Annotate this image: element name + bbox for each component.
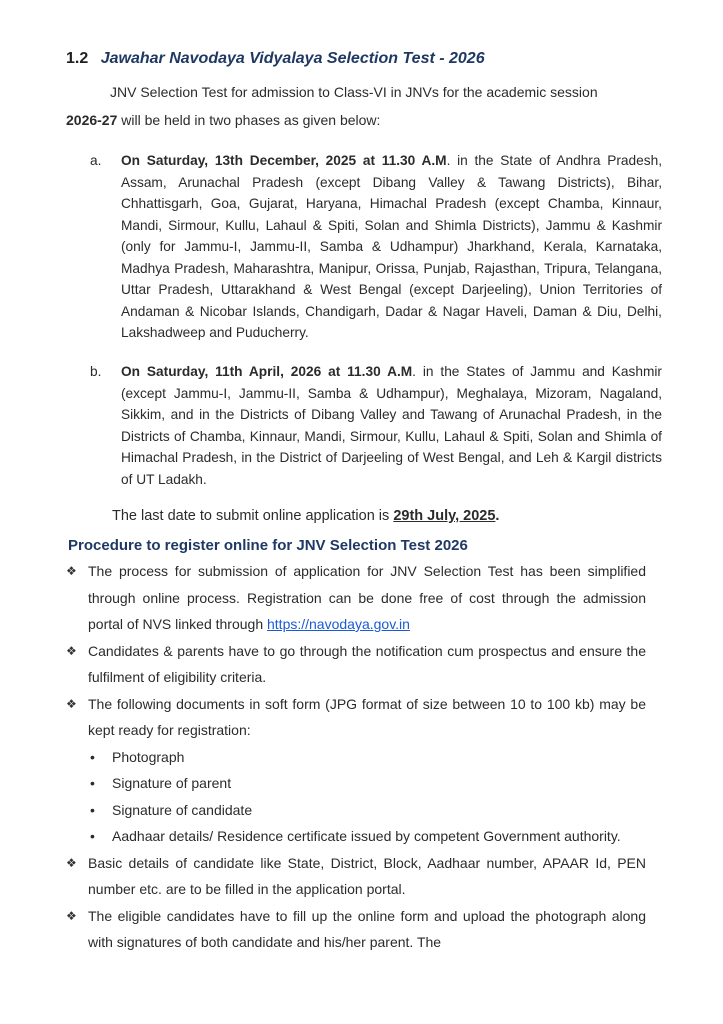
phase-text: . in the State of Andhra Pradesh, Assam, Arunachal Pradesh (except Dibang Valley & Tawang Districts), Bihar, Chhattisgarh, Goa, Gujarat, Haryana, Himachal Pradesh (except Chamba, Kinnaur, Mandi, Sirmour, Kullu, Lahaul & Spiti, Solan and Shimla Districts), Jammu & Kashmir (only for Jammu-I, Jammu-II, Samba & Udhampur) Jharkhand, Kerala, Karnataka, Madhya Pradesh, Maharashtra, Manipur, Orissa, Punjab, Rajasthan, Tripura, Telangana, Uttar Pradesh, Uttarakhand & West Bengal (except Darjeeling), Union Territories of Andaman & Nicobar Islands, Chandigarh, Dadar & Nagar Haveli, Daman & Diu, Delhi, Lakshadweep and Puducherry.: [121, 153, 662, 340]
phase-item-b: [90, 361, 662, 490]
last-date-value: 29th July, 2025: [393, 508, 496, 524]
section-title: Jawahar Navodaya Vidyalaya Selection Test - 2026: [100, 50, 485, 67]
intro-line-1: JNV Selection Test for admission to Class-VI in JNVs for the academic session: [110, 84, 598, 100]
section-number: 1.2: [66, 50, 89, 67]
nvs-portal-link[interactable]: https://navodaya.gov.in: [267, 616, 410, 632]
procedure-item-text: Basic details of candidate like State, District, Block, Aadhaar number, APAAR Id, PEN number etc. are to be filled in the application portal.: [88, 854, 646, 897]
diamond-bullet-icon: ❖: [66, 855, 77, 870]
phase-item-a: [90, 150, 662, 344]
procedure-item-text: The eligible candidates have to fill up the online form and upload the photograph along with signatures of both candidate and his/her parent. The: [88, 907, 646, 950]
procedure-item: [66, 558, 646, 638]
intro-line-2: [66, 108, 380, 132]
phase-marker: a.: [90, 153, 102, 168]
dot-bullet-icon: •: [90, 748, 95, 765]
procedure-item-text: Candidates & parents have to go through the notification cum prospectus and ensure the fulfilment of eligibility criteria.: [88, 642, 646, 685]
last-date-line: [112, 508, 499, 524]
document-item-text: Signature of parent: [112, 775, 232, 791]
phase-text: . in the States of Jammu and Kashmir (except Jammu-I, Jammu-II, Samba & Udhampur), Meghalaya, Mizoram, Nagaland, Sikkim, and in the Districts of Dibang Valley and Tawang of Arunachal Pradesh, in the Districts of Chamba, Kinnaur, Mandi, Sirmour, Kullu, Lahaul & Spiti, Solan and Shimla of Himachal Pradesh, in the District of Darjeeling of West Bengal, and Leh & Kargil districts of UT Ladakh.: [121, 364, 662, 487]
document-item-text: Aadhaar details/ Residence certificate issued by competent Government authority.: [112, 828, 621, 844]
procedure-list: [66, 558, 646, 956]
diamond-bullet-icon: ❖: [66, 643, 77, 658]
diamond-bullet-icon: ❖: [66, 696, 77, 711]
procedure-item: [66, 903, 646, 956]
dot-bullet-icon: •: [90, 801, 95, 818]
procedure-item-text: The process for submission of application for JNV Selection Test has been simplified through online process. Registration can be done free of cost through the admission portal of NVS linked through: [88, 563, 646, 632]
document-item: [66, 797, 646, 824]
phase-date: On Saturday, 13th December, 2025 at 11.30 A.M: [121, 153, 447, 168]
procedure-item: [66, 850, 646, 903]
procedure-item: [66, 691, 646, 744]
document-item-text: Photograph: [112, 748, 185, 765]
dot-bullet-icon: •: [90, 775, 95, 791]
phase-list-b: [90, 361, 662, 490]
dot-bullet-icon: •: [90, 828, 95, 844]
section-heading: [66, 50, 485, 68]
last-date-suffix: .: [495, 508, 500, 524]
diamond-bullet-icon: ❖: [66, 908, 77, 923]
document-item: [66, 823, 646, 850]
phase-marker: b.: [90, 364, 102, 379]
document-item-text: Signature of candidate: [112, 801, 253, 818]
academic-session: 2026-27: [66, 112, 118, 128]
phase-list: [90, 150, 662, 344]
procedure-item-text: The following documents in soft form (JPG format of size between 10 to 100 kb) may be kept ready for registration:: [88, 695, 646, 738]
intro-line-2-text: will be held in two phases as given below:: [117, 112, 381, 128]
diamond-bullet-icon: ❖: [66, 564, 77, 578]
last-date-prefix: The last date to submit online application is: [112, 508, 394, 524]
document-item: [66, 770, 646, 797]
phase-date: On Saturday, 11th April, 2026 at 11.30 A.M: [121, 364, 413, 379]
document-item: [66, 744, 646, 771]
procedure-heading: Procedure to register online for JNV Selection Test 2026: [68, 537, 468, 554]
procedure-item: [66, 638, 646, 691]
